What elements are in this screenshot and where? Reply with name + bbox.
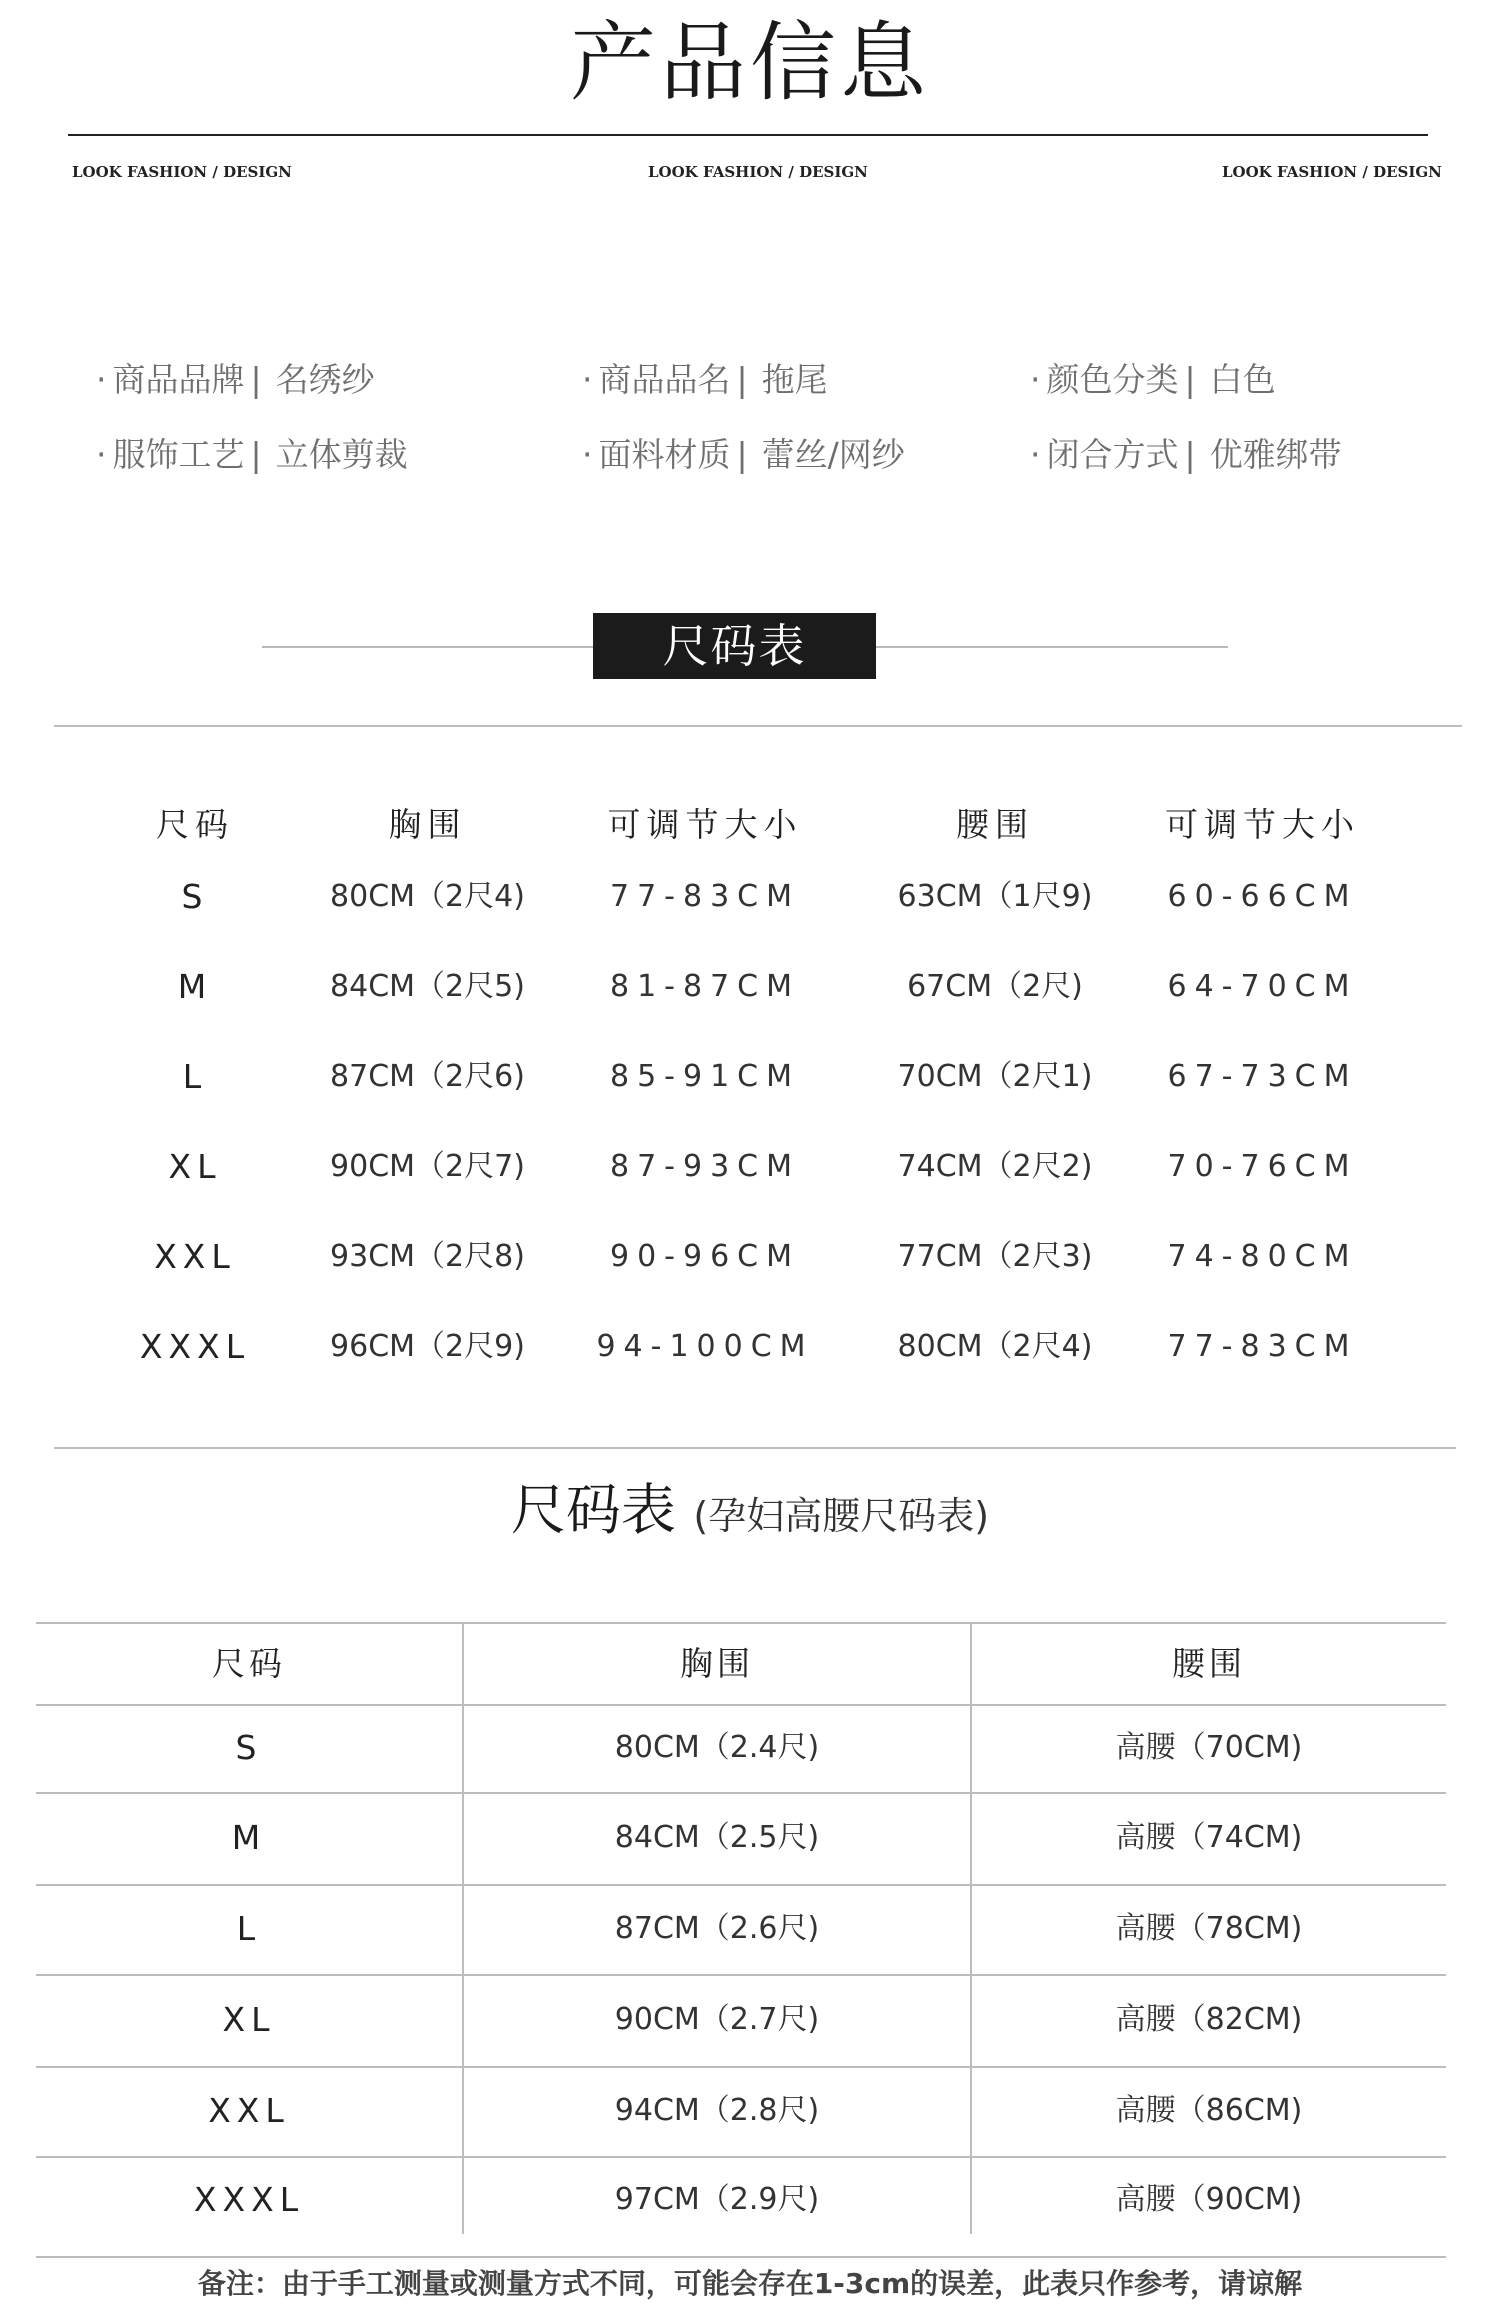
section-divider (54, 725, 1462, 727)
cell-bust: 94CM（2.8尺) (614, 2093, 820, 2128)
maternity-chart-title (0, 1470, 1500, 1556)
cell-waist-range: 64-70CM (1167, 969, 1358, 1004)
cell-size: M (231, 1818, 267, 1857)
title-rule (68, 134, 1428, 136)
table-rule (36, 1704, 1446, 1706)
cell-waist: 高腰（82CM) (1115, 2002, 1303, 2037)
attr-value: 拖尾 (761, 360, 828, 399)
cell-waist: 高腰（90CM) (1115, 2182, 1303, 2217)
cell-waist: 67CM（2尺) (907, 969, 1083, 1004)
cell-waist-range: 74-80CM (1167, 1239, 1358, 1274)
cell-bust: 84CM（2尺5) (330, 969, 525, 1004)
cell-waist-range: 67-73CM (1167, 1059, 1358, 1094)
cell-bust: 96CM（2尺9) (330, 1329, 525, 1364)
header-waist-adjustable: 可调节大小 (1165, 805, 1360, 844)
cell-bust-range: 85-91CM (609, 1059, 800, 1094)
attr-value: 名绣纱 (275, 360, 375, 399)
table-row (100, 1232, 1380, 1282)
badge-line-right (876, 646, 1228, 648)
maternity-title-main: 尺码表 (510, 1478, 676, 1542)
attr-brand: · 商品品牌 | 名绣纱 (96, 360, 375, 399)
table-rule (36, 1792, 1446, 1794)
header-size: 尺码 (212, 1644, 286, 1683)
section-divider (54, 1447, 1456, 1449)
attr-label: 商品品牌 (112, 360, 245, 399)
header-size: 尺码 (156, 805, 234, 844)
attr-product-name: · 商品品名 | 拖尾 (582, 360, 828, 399)
attr-craft: · 服饰工艺 | 立体剪裁 (96, 435, 408, 474)
cell-size: L (236, 1909, 262, 1948)
table-header-row (100, 800, 1380, 850)
disclaimer-note: 备注：由于手工测量或测量方式不同，可能会存在1-3cm的误差，此表只作参考，请谅解 (197, 2267, 1303, 2300)
cell-waist-range: 70-76CM (1167, 1149, 1358, 1184)
cell-waist: 高腰（74CM) (1115, 1820, 1303, 1855)
maternity-chart-table (36, 1622, 1446, 2234)
cell-size: XXXL (193, 2180, 305, 2219)
cell-waist: 高腰（86CM) (1115, 2093, 1303, 2128)
brand-tag-right: LOOK FASHION / DESIGN (1222, 163, 1442, 181)
cell-waist: 70CM（2尺1) (897, 1059, 1093, 1094)
table-bottom-rule (36, 2256, 1446, 2258)
cell-size: XL (168, 1147, 222, 1186)
cell-waist: 高腰（70CM) (1115, 1730, 1303, 1765)
cell-bust-range: 81-87CM (609, 969, 800, 1004)
attr-color: · 颜色分类 | 白色 (1030, 360, 1276, 399)
table-row (100, 872, 1380, 922)
size-chart-badge: 尺码表 (593, 613, 876, 679)
attr-label: 闭合方式 (1046, 435, 1179, 474)
table-rule (36, 1884, 1446, 1886)
cell-bust: 84CM（2.5尺) (614, 1820, 820, 1855)
cell-size: M (177, 967, 213, 1006)
header-bust: 胸围 (680, 1644, 754, 1683)
table-rule (36, 1974, 1446, 1976)
attr-fabric: · 面料材质 | 蕾丝/网纱 (582, 435, 905, 474)
cell-waist: 74CM（2尺2) (897, 1149, 1093, 1184)
maternity-title-sub: (孕妇高腰尺码表) (693, 1494, 990, 1538)
attr-closure: · 闭合方式 | 优雅绑带 (1030, 435, 1342, 474)
cell-bust: 90CM（2.7尺) (614, 2002, 820, 2037)
cell-size: XXL (208, 2091, 290, 2130)
attr-value: 蕾丝/网纱 (761, 435, 905, 474)
header-bust-adjustable: 可调节大小 (607, 805, 803, 844)
header-waist: 腰围 (956, 805, 1034, 844)
cell-size: L (182, 1057, 208, 1096)
cell-size: XXL (154, 1237, 236, 1276)
attr-label: 面料材质 (598, 435, 731, 474)
header-waist: 腰围 (1172, 1644, 1246, 1683)
cell-size: S (235, 1728, 263, 1767)
attr-label: 服饰工艺 (112, 435, 245, 474)
attr-label: 颜色分类 (1046, 360, 1179, 399)
attr-label: 商品品名 (598, 360, 731, 399)
cell-waist-range: 60-66CM (1167, 879, 1358, 914)
cell-waist: 77CM（2尺3) (897, 1239, 1093, 1274)
cell-waist: 高腰（78CM) (1115, 1911, 1303, 1946)
header-bust: 胸围 (388, 805, 467, 844)
cell-size: XXXL (139, 1327, 251, 1366)
attr-value: 白色 (1209, 360, 1276, 399)
cell-waist: 80CM（2尺4) (897, 1329, 1093, 1364)
table-row (100, 962, 1380, 1012)
cell-bust: 80CM（2.4尺) (614, 1730, 820, 1765)
cell-bust: 93CM（2尺8) (330, 1239, 525, 1274)
cell-bust-range: 90-96CM (609, 1239, 800, 1274)
cell-bust: 87CM（2尺6) (330, 1059, 525, 1094)
cell-bust: 90CM（2尺7) (330, 1149, 525, 1184)
cell-bust-range: 94-100CM (596, 1329, 814, 1364)
table-rule (36, 2156, 1446, 2158)
brand-tag-center: LOOK FASHION / DESIGN (648, 163, 868, 181)
cell-bust: 97CM（2.9尺) (614, 2182, 820, 2217)
table-row (100, 1052, 1380, 1102)
badge-line-left (262, 646, 594, 648)
cell-waist: 63CM（1尺9) (897, 879, 1093, 914)
cell-waist-range: 77-83CM (1167, 1329, 1358, 1364)
attr-value: 优雅绑带 (1209, 435, 1342, 474)
table-row (100, 1322, 1380, 1372)
table-rule (36, 2066, 1446, 2068)
cell-bust: 80CM（2尺4) (330, 879, 525, 914)
attr-value: 立体剪裁 (275, 435, 408, 474)
cell-size: S (181, 877, 209, 916)
cell-bust-range: 87-93CM (609, 1149, 800, 1184)
table-row (100, 1142, 1380, 1192)
cell-bust: 87CM（2.6尺) (614, 1911, 820, 1946)
brand-tag-left: LOOK FASHION / DESIGN (72, 163, 292, 181)
cell-size: XL (222, 2000, 276, 2039)
cell-bust-range: 77-83CM (609, 879, 800, 914)
page-title: 产品信息 (570, 13, 930, 113)
